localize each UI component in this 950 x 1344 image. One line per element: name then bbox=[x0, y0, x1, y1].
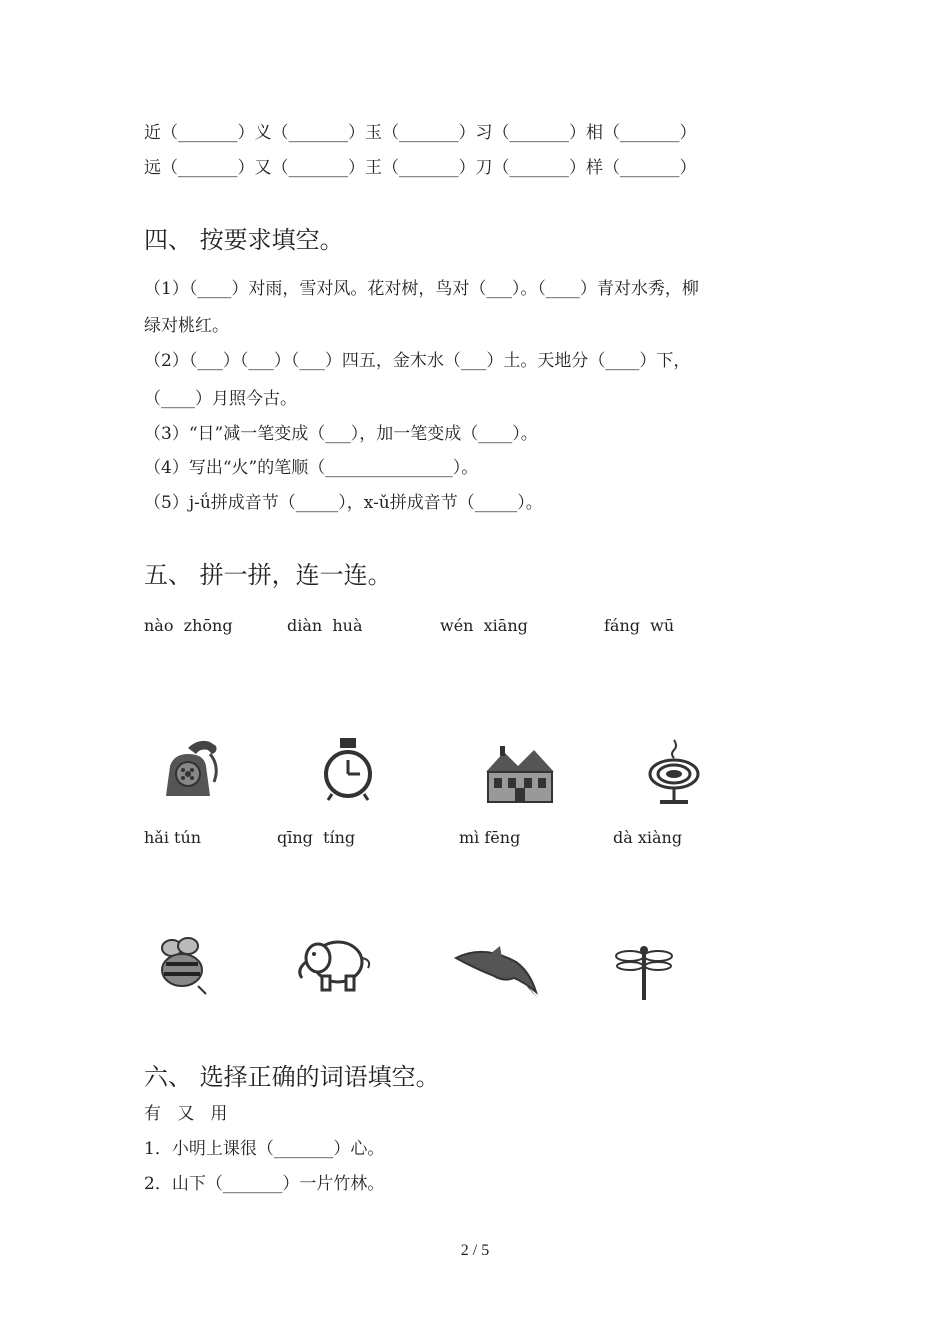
pinyin-label: hǎi tún bbox=[144, 828, 202, 847]
house-icon bbox=[482, 742, 558, 808]
question-1-line-1: （1）（____）对雨，雪对风。花对树，鸟对（___）。（____）青对水秀，柳 bbox=[144, 279, 699, 299]
pinyin-label: qīng tíng bbox=[277, 828, 356, 847]
question-4: （4）写出“火”的笔顺（_______________）。 bbox=[144, 458, 479, 478]
bee-icon bbox=[150, 932, 214, 1000]
char-pair-row-1: 近（_______）义（_______）玉（_______）习（_______）相（_______） bbox=[144, 123, 697, 143]
pinyin-label: wén xiāng bbox=[440, 616, 528, 635]
section-6-title: 六、 选择正确的词语填空。 bbox=[144, 1063, 440, 1091]
dragonfly-icon bbox=[614, 936, 674, 1006]
question-1-line-2: 绿对桃红。 bbox=[144, 316, 229, 336]
pinyin-label: mì fēng bbox=[459, 828, 521, 847]
sentence-1: 1．小明上课很（_______）心。 bbox=[144, 1139, 385, 1159]
mosquito-coil-icon bbox=[646, 738, 702, 812]
question-2-line-1: （2）（___）（___）（___）四五，金木水（___）土。天地分（____）下， bbox=[144, 351, 691, 371]
section-5-title: 五、 拼一拼，连一连。 bbox=[144, 561, 392, 589]
question-2-line-2: （____）月照今古。 bbox=[144, 389, 297, 409]
telephone-icon bbox=[158, 736, 228, 806]
sentence-2: 2．山下（_______）一片竹林。 bbox=[144, 1174, 385, 1194]
word-choices: 有 又 用 bbox=[144, 1104, 228, 1124]
elephant-icon bbox=[292, 934, 376, 998]
dolphin-icon bbox=[454, 942, 540, 1004]
question-5: （5）j-ǘ拼成音节（_____），x-ǔ拼成音节（_____）。 bbox=[144, 493, 543, 513]
pinyin-label: diàn huà bbox=[287, 616, 363, 635]
page-number: 2 / 5 bbox=[460, 1242, 490, 1259]
pinyin-label: nào zhōng bbox=[144, 616, 233, 635]
pinyin-label: fáng wū bbox=[604, 616, 675, 635]
pinyin-label: dà xiàng bbox=[613, 828, 683, 847]
section-4-title: 四、 按要求填空。 bbox=[144, 226, 344, 254]
alarm-clock-icon bbox=[318, 736, 378, 806]
question-3: （3）“日”减一笔变成（___），加一笔变成（____）。 bbox=[144, 424, 538, 444]
char-pair-row-2: 远（_______）又（_______）王（_______）刀（_______）样（_______） bbox=[144, 158, 697, 178]
